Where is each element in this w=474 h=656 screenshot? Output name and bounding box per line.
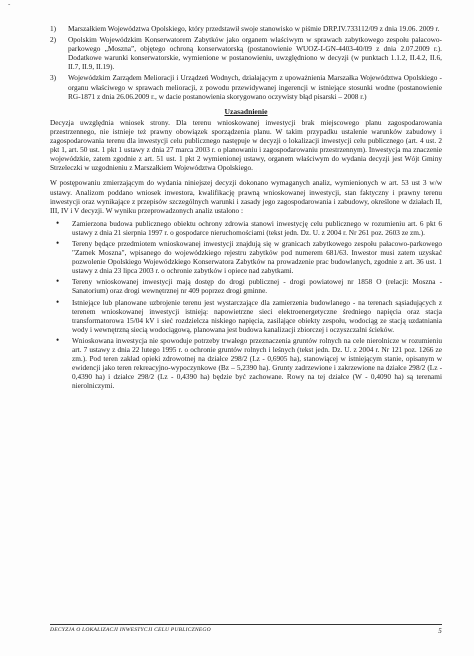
- bullet-icon: •: [56, 276, 60, 287]
- paragraph: W postępowaniu zmierzającym do wydania niniejszej decyzji dokonano wymaganych analiz, wymienionych w art. 53 ust 3 w/w ustawy. Analizom poddano wniosek inwestora, kwalifikację prawną wnioskowanej inwestycji, stan faktyczny i prawny terenu inwestycji oraz wynikające z przepisów szczególnych warunki i zasady jego zagospodarowania i zabudowy, określone w działach II, III, IV i V decyzji. W wyniku przeprowadzonych analiz ustalono :: [50, 178, 442, 215]
- list-number: 2): [50, 35, 57, 45]
- corner-mark: -: [8, 0, 11, 8]
- bullet-item: [50, 219, 442, 237]
- bullet-item: [50, 298, 442, 334]
- bullet-text: Wnioskowana inwestycja nie spowoduje potrzeby trwałego przeznaczenia gruntów rolnych na cele nierolnicze w rozumieniu art. 7 ustawy z dnia 22 lutego 1995 r. o ochronie gruntów rolnych i leśnych (tekst jedn. Dz. U. z 2004 r. Nr 121 poz. 1266 ze zm.). Pod teren zakład opieki zdrowotnej na działce 298/2 (Lz - 0,6905 ha), stanowiącej w istniejącym stanie, opisanym w ewidencji jako teren rekreacyjno-wypoczynkowe (Bz – 5,2390 ha). Grunty zadrzewione i zakrzewione na działce 298/2 (Lz - 0,4390 ha) i działce 298/2 (Lz - 0,4390 ha) będzie być zachowane. Rowy na tej działce (W - 0,4090 ha) są terenami nierolniczymi.: [72, 335, 442, 391]
- bullet-item: [50, 336, 442, 391]
- bullet-item: [50, 277, 442, 295]
- footer-title: DECYZJA O LOKALIZACJI INWESTYCJI CELU PUBLICZNEGO: [50, 627, 211, 633]
- list-item: [50, 24, 442, 33]
- bullet-text: Zamierzona budowa publicznego obiektu ochrony zdrowia stanowi inwestycję celu publicznego w rozumieniu art. 6 pkt 6 ustawy z dnia 21 sierpnia 1997 r. o gospodarce nieruchomościami (tekst jedn. Dz. U. z 2004 r. Nr 261 poz. 2603 ze zm.).: [72, 218, 442, 237]
- bullet-icon: •: [56, 334, 60, 345]
- page-number: 5: [438, 627, 442, 635]
- document-body: [50, 24, 442, 392]
- bullet-item: [50, 239, 442, 275]
- list-number: 3): [50, 73, 57, 83]
- list-number: 1): [50, 24, 57, 33]
- page-footer: [50, 624, 442, 633]
- list-text: Opolskim Wojewódzkim Konserwatorem Zabytków jako organem właściwym w sprawach zabytkowego zespołu pałacowo-parkowego „Moszna”, objętego ochroną konserwatorską (postanowienie WUOZ-I-GN-4403-40/09 z dnia 2.07.2009 r.). Dodatkowe warunki konserwatorskie, wymienione w postanowieniu, uwzględniono w decyzji (w punktach 1.1.2, II.4.2, II.6, II.7, II.9, II.19).: [68, 35, 442, 72]
- list-item: [50, 73, 442, 100]
- bullet-icon: •: [56, 237, 60, 248]
- bullet-text: Tereny będące przedmiotem wnioskowanej inwestycji znajdują się w granicach zabytkowego zespołu pałacowo-parkowego "Zamek Moszna", wpisanego do wojewódzkiego rejestru zabytków pod numerem 681/63. Inwestor musi zatem uzyskać pozwolenie Opolskiego Wojewódzkiego Konserwatora Zabytków na prowadzenie prac budowlanych, zgodnie z art. 36 ust. 1 ustawy z dnia 23 lipca 2003 r. o ochronie zabytków i opiece nad zabytkami.: [72, 238, 442, 276]
- list-text: Marszałkiem Województwa Opolskiego, który przedstawił swoje stanowisko w piśmie DRP.IV.733112/09 z dnia 19.06. 2009 r.: [68, 24, 440, 33]
- paragraph: Decyzja uwzględnia wniosek strony. Dla terenu wnioskowanej inwestycji brak miejscowego planu zagospodarowania przestrzennego, nie istnieje też prawny obowiązek sporządzenia planu. W takim przypadku ustalenie warunków zabudowy i zagospodarowania terenu dla inwestycji celu publicznego następuje w decyzji o lokalizacji inwestycji celu publicznego (art. 4 ust. 2 pkt 1, art. 50 ust. 1 pkt 1 ustawy z dnia 27 marca 2003 r. o planowaniu i zagospodarowaniu przestrzennym). Inwestycja ma znaczenie wojewódzkie, zatem zgodnie z art. 51 ust. 1 pkt 2 wymienionej ustawy, organem właściwym do wydania decyzji jest Wójt Gminy Strzeleczki w uzgodnieniu z Marszałkiem Województwa Opolskiego.: [50, 117, 442, 173]
- bullet-list: [50, 219, 442, 391]
- bullet-text: Istniejące lub planowane uzbrojenie terenu jest wystarczające dla zamierzenia budowlanego - na terenach sąsiadujących z terenem wnioskowanej inwestycji istnieją: napowietrzne sieci elektroenergetyczne średniego napięcia oraz stacja transformatorowa 15/04 kV i sieć rozdzielcza niskiego napięcia, zasilające obiekty zespołu, wodociąg ze stacją uzdatniania wody i wewnętrzną siecią wodociągową, planowana jest budowa kanalizacji zbiorczej i oczyszczalni ścieków.: [72, 297, 442, 334]
- bullet-icon: •: [56, 296, 60, 307]
- bullet-text: Tereny wnioskowanej inwestycji mają dostęp do drogi publicznej - drogi powiatowej nr 1858 O (relacji: Moszna - Sanatorium) oraz drogi wewnętrznej nr 409 poprzez drogi gminne.: [72, 277, 442, 296]
- numbered-list: [50, 24, 442, 101]
- bullet-icon: •: [56, 217, 60, 228]
- section-heading: Uzasadnienie: [224, 106, 268, 116]
- list-text: Wojewódzkim Zarządem Melioracji i Urządzeń Wodnych, działającym z upoważnienia Marszałka Województwa Opolskiego - organu właściwego w sprawach melioracji, z powodu przewidywanej ingerencji w istniejące stosunki wodne (postanowienie RG-1871 z dnia 26.06.2009 r., w dacie postanowienia skorygowano oczywisty błąd pisarski – 2008 r.): [68, 73, 442, 101]
- list-item: [50, 35, 442, 71]
